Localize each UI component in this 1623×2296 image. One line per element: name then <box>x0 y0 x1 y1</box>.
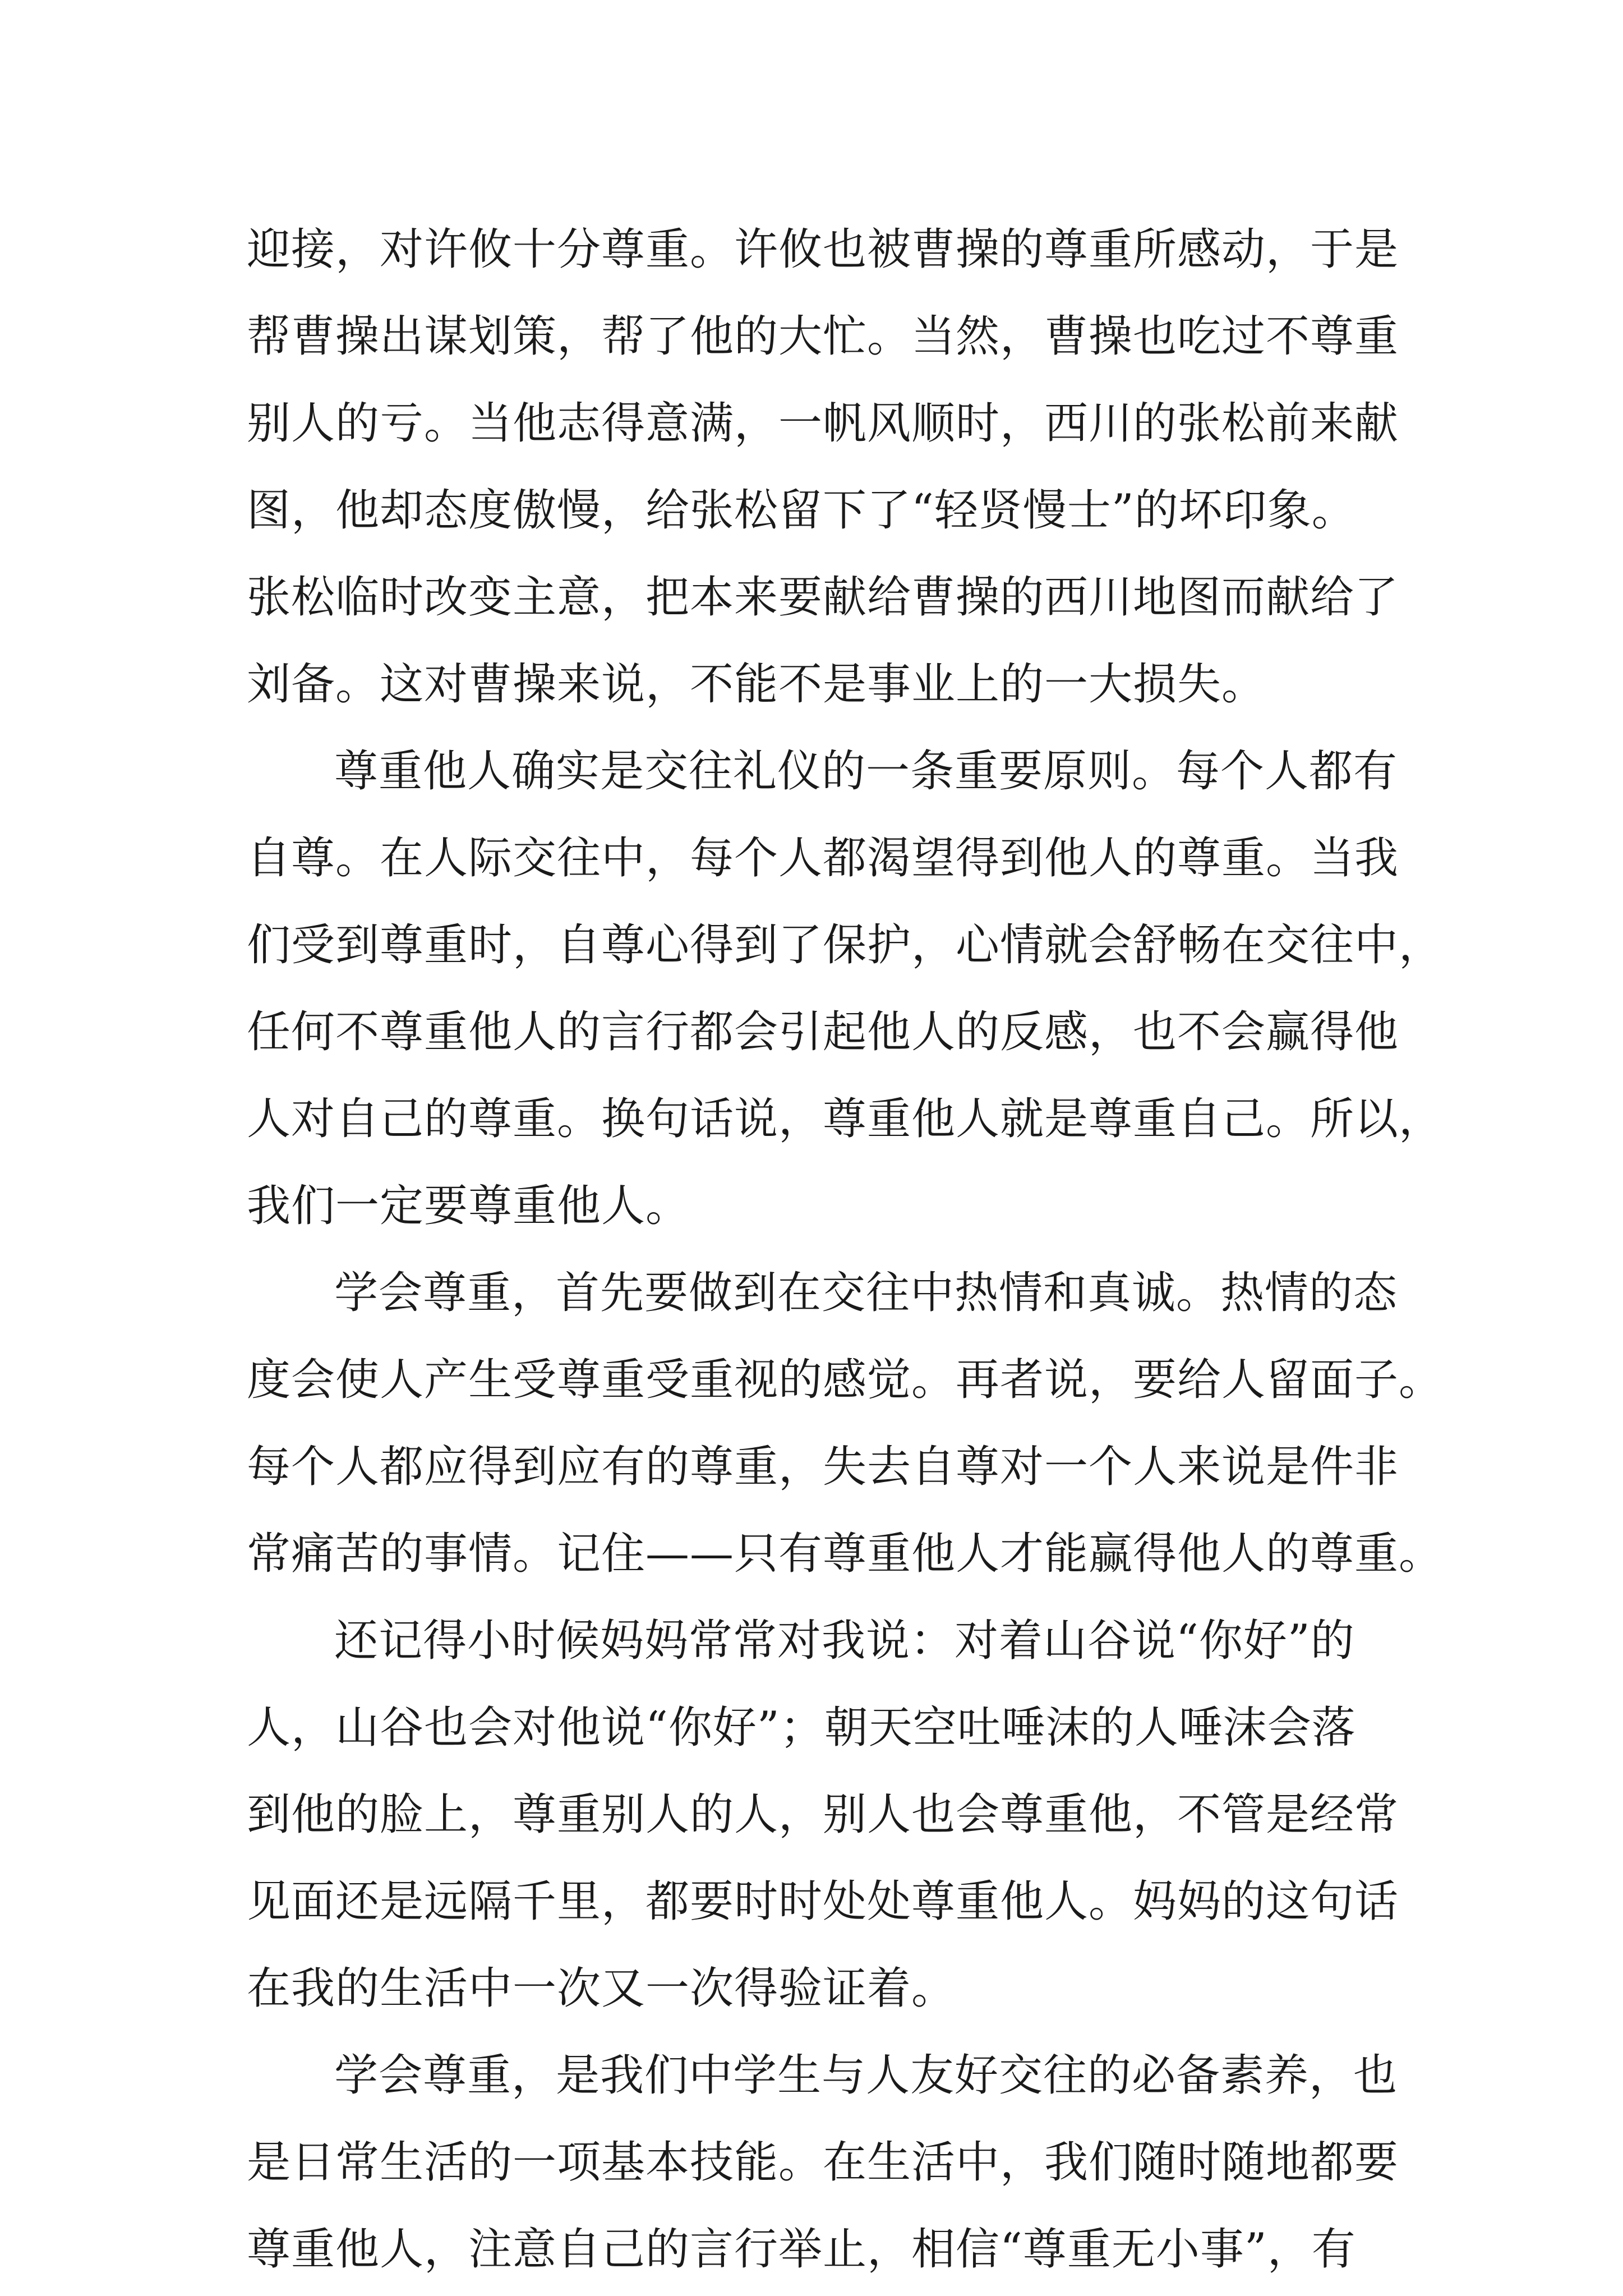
text-line: 常痛苦的事情。记住——只有尊重他人才能赢得他人的尊重。 <box>247 1529 1444 1579</box>
text-line: 别人的亏。当他志得意满，一帆风顺时，西川的张松前来献 <box>247 398 1399 449</box>
text-line: 在我的生活中一次又一次得验证着。 <box>247 1963 956 2014</box>
text-line: 人对自己的尊重。换句话说，尊重他人就是尊重自己。所以， <box>247 1094 1444 1144</box>
text-line: 人，山谷也会对他说“你好”；朝天空吐唾沫的人唾沫会落 <box>247 1703 1356 1753</box>
paragraph-start-line: 还记得小时候妈妈常常对我说：对着山谷说“你好”的 <box>334 1616 1355 1666</box>
text-line: 任何不尊重他人的言行都会引起他人的反感，也不会赢得他 <box>247 1007 1399 1057</box>
text-line: 图，他却态度傲慢，给张松留下了“轻贤慢士”的坏印象。 <box>247 485 1356 536</box>
paragraph-start-line: 学会尊重，首先要做到在交往中热情和真诚。热情的态 <box>334 1268 1398 1318</box>
text-line: 刘备。这对曹操来说，不能不是事业上的一大损失。 <box>247 659 1266 710</box>
text-line: 我们一定要尊重他人。 <box>247 1181 690 1231</box>
text-line: 度会使人产生受尊重受重视的感觉。再者说，要给人留面子。 <box>247 1355 1444 1405</box>
text-line: 帮曹操出谋划策，帮了他的大忙。当然，曹操也吃过不尊重 <box>247 311 1399 362</box>
paragraph-start-line: 学会尊重，是我们中学生与人友好交往的必备素养，也 <box>334 2050 1398 2101</box>
paragraph-start-line: 尊重他人确实是交往礼仪的一条重要原则。每个人都有 <box>334 746 1398 797</box>
body-text <box>247 206 1444 2293</box>
text-line: 们受到尊重时，自尊心得到了保护，心情就会舒畅在交往中， <box>247 920 1444 970</box>
text-line: 张松临时改变主意，把本来要献给曹操的西川地图而献给了 <box>247 572 1399 623</box>
text-line: 自尊。在人际交往中，每个人都渴望得到他人的尊重。当我 <box>247 833 1399 884</box>
text-line: 见面还是远隔千里，都要时时处处尊重他人。妈妈的这句话 <box>247 1876 1399 1927</box>
text-line: 迎接，对许攸十分尊重。许攸也被曹操的尊重所感动，于是 <box>247 224 1399 275</box>
text-line: 尊重他人，注意自己的言行举止，相信“尊重无小事”，有 <box>247 2224 1356 2275</box>
text-line: 是日常生活的一项基本技能。在生活中，我们随时随地都要 <box>247 2137 1399 2188</box>
text-line: 每个人都应得到应有的尊重，失去自尊对一个人来说是件非 <box>247 1442 1399 1492</box>
text-line: 到他的脸上，尊重别人的人，别人也会尊重他，不管是经常 <box>247 1789 1399 1840</box>
